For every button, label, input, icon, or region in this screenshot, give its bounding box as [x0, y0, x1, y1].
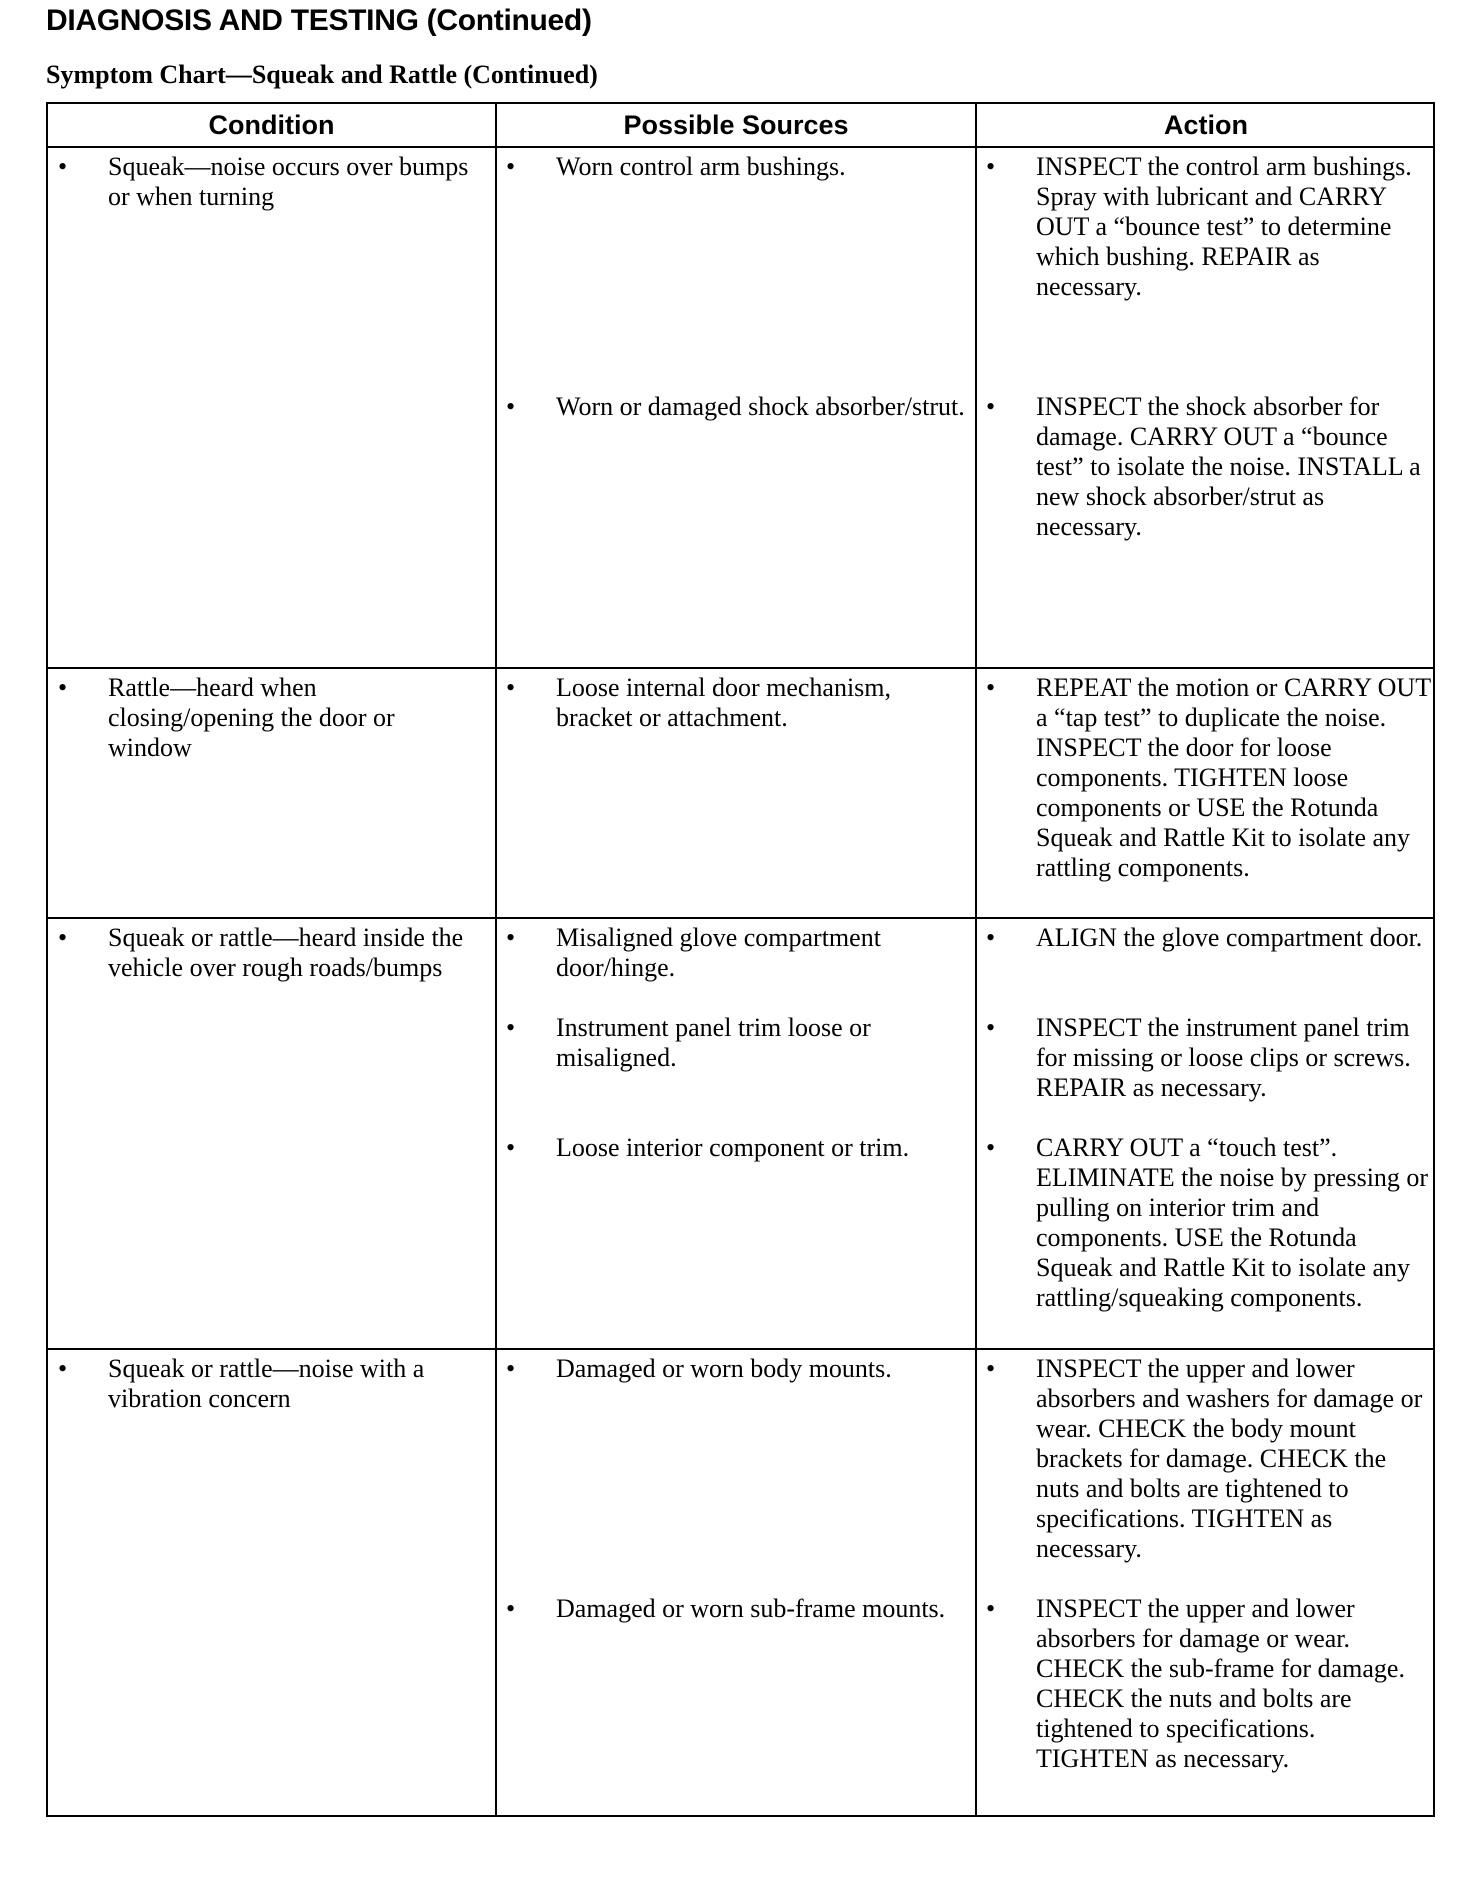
source-text: Worn or damaged shock absorber/strut.: [556, 392, 965, 421]
header-action: Action: [1164, 110, 1248, 140]
bullet-icon: •: [506, 673, 516, 702]
bullet-icon: •: [506, 1133, 516, 1162]
source-text: Misaligned glove compartment door/hinge.: [556, 923, 881, 982]
condition-text: Squeak—noise occurs over bumps or when turning: [108, 152, 469, 211]
symptom-table: [46, 102, 1435, 1817]
source-item: [506, 152, 966, 182]
bullet-icon: •: [506, 392, 516, 421]
row-divider: [48, 1348, 1433, 1350]
action-item: [986, 1133, 1431, 1313]
row-divider: [48, 667, 1433, 669]
source-item: [506, 923, 966, 983]
source-item: [506, 392, 966, 422]
column-divider: [975, 104, 977, 1815]
source-item: [506, 1013, 966, 1073]
row-divider: [48, 917, 1433, 919]
bullet-icon: •: [506, 1354, 516, 1383]
bullet-icon: •: [986, 392, 996, 421]
condition-text: Rattle—heard when closing/opening the door or window: [108, 673, 395, 762]
action-text: INSPECT the control arm bushings. Spray with lubricant and CARRY OUT a “bounce test” to determine which bushing. REPAIR as necessary.: [1036, 152, 1412, 301]
page-heading: DIAGNOSIS AND TESTING (Continued): [46, 4, 592, 37]
source-item: [506, 1594, 966, 1624]
condition-text: Squeak or rattle—heard inside the vehicle over rough roads/bumps: [108, 923, 464, 982]
bullet-icon: •: [986, 1354, 996, 1383]
bullet-icon: •: [986, 1013, 996, 1042]
source-item: [506, 1354, 966, 1384]
bullet-icon: •: [986, 923, 996, 952]
action-text: INSPECT the instrument panel trim for missing or loose clips or screws. REPAIR as necessary.: [1036, 1013, 1411, 1102]
action-text: INSPECT the upper and lower absorbers for damage or wear. CHECK the sub-frame for damage. CHECK the nuts and bolts are tightened to specifications. TIGHTEN as necessary.: [1036, 1594, 1405, 1773]
bullet-icon: •: [986, 1594, 996, 1623]
source-item: [506, 1133, 966, 1163]
bullet-icon: •: [58, 673, 68, 702]
header-condition: Condition: [208, 110, 335, 140]
action-text: INSPECT the upper and lower absorbers and washers for damage or wear. CHECK the body mount brackets for damage. CHECK the nuts and bolts are tightened to specifications. TIGHTEN as necessary.: [1036, 1354, 1423, 1563]
action-text: REPEAT the motion or CARRY OUT a “tap test” to duplicate the noise. INSPECT the door for loose components. TIGHTEN loose components or USE the Rotunda Squeak and Rattle Kit to isolate any rattling components.: [1036, 673, 1431, 882]
source-text: Damaged or worn body mounts.: [556, 1354, 892, 1383]
action-item: [986, 152, 1431, 302]
source-item: [506, 673, 966, 733]
condition-text: Squeak or rattle—noise with a vibration concern: [108, 1354, 425, 1413]
source-text: Damaged or worn sub-frame mounts.: [556, 1594, 946, 1623]
condition-cell: [58, 673, 483, 763]
bullet-icon: •: [506, 923, 516, 952]
condition-cell: [58, 923, 483, 983]
bullet-icon: •: [58, 923, 68, 952]
bullet-icon: •: [506, 1013, 516, 1042]
bullet-icon: •: [506, 152, 516, 181]
header-possible-sources: Possible Sources: [623, 110, 849, 140]
action-item: [986, 1354, 1431, 1564]
bullet-icon: •: [986, 152, 996, 181]
action-item: [986, 1013, 1431, 1103]
action-text: INSPECT the shock absorber for damage. CARRY OUT a “bounce test” to isolate the noise. INSTALL a new shock absorber/strut as necessary.: [1036, 392, 1421, 541]
bullet-icon: •: [58, 152, 68, 181]
bullet-icon: •: [986, 1133, 996, 1162]
action-item: [986, 1594, 1431, 1774]
bullet-icon: •: [506, 1594, 516, 1623]
source-text: Loose interior component or trim.: [556, 1133, 910, 1162]
source-text: Instrument panel trim loose or misaligned.: [556, 1013, 871, 1072]
action-text: CARRY OUT a “touch test”. ELIMINATE the noise by pressing or pulling on interior trim and components. USE the Rotunda Squeak and Rattle Kit to isolate any rattling/squeaking components.: [1036, 1133, 1429, 1312]
action-text: ALIGN the glove compartment door.: [1036, 923, 1423, 952]
condition-cell: [58, 1354, 483, 1414]
condition-cell: [58, 152, 483, 212]
action-item: [986, 673, 1431, 883]
action-item: [986, 923, 1431, 953]
source-text: Worn control arm bushings.: [556, 152, 846, 181]
action-item: [986, 392, 1431, 542]
bullet-icon: •: [58, 1354, 68, 1383]
bullet-icon: •: [986, 673, 996, 702]
row-divider: [48, 146, 1433, 148]
source-text: Loose internal door mechanism, bracket or attachment.: [556, 673, 892, 732]
column-divider: [495, 104, 497, 1815]
chart-title: Symptom Chart—Squeak and Rattle (Continued): [46, 60, 598, 89]
